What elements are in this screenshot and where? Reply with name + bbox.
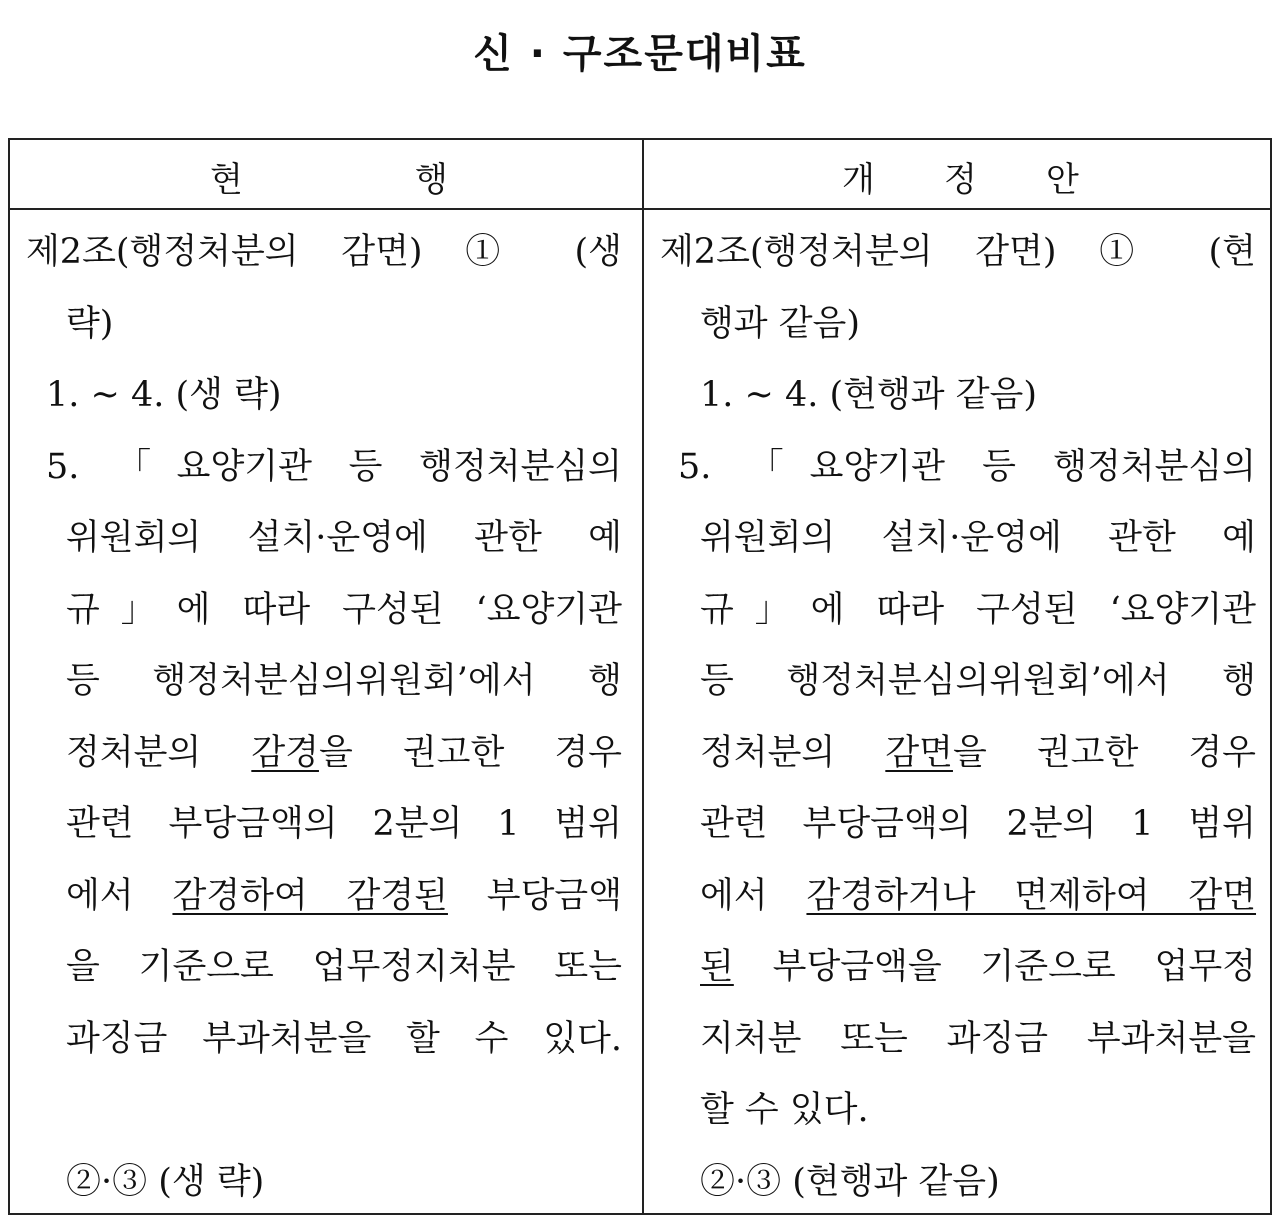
header-current-char-2: 행 <box>415 160 448 200</box>
proposed-amendment-2: 감경하거나 면제하여 감면 <box>806 876 1257 916</box>
proposed-line-10: 에서 감경하거나 면제하여 감면 <box>700 876 1257 916</box>
current-amendment-2: 감경하여 감경된 <box>172 876 448 916</box>
header-current-char-1: 현 <box>210 160 243 200</box>
current-line-6: 규」에 따라 구성된 ‘요양기관 <box>66 590 622 630</box>
current-line-9: 관련 부당금액의 2분의 1 범위 <box>66 804 622 844</box>
header-proposed-char-3: 안 <box>1046 160 1079 200</box>
proposed-line-12: 지처분 또는 과징금 부과처분을 <box>700 1019 1256 1059</box>
proposed-line-3: 1. ~ 4. (현행과 같음) <box>700 375 1037 415</box>
current-text <box>10 210 642 1210</box>
proposed-line-1: 제2조(행정처분의 감면) ① (현 <box>660 232 1256 272</box>
proposed-line-6: 규」에 따라 구성된 ‘요양기관 <box>700 590 1256 630</box>
current-line-12: 과징금 부과처분을 할 수 있다. <box>66 1019 622 1059</box>
proposed-line-7: 등 행정처분심의위원회’에서 행 <box>700 661 1256 701</box>
proposed-text <box>644 210 1276 1210</box>
current-line-1: 제2조(행정처분의 감면) ① (생 <box>26 232 622 272</box>
proposed-line-13: 할 수 있다. <box>700 1090 869 1130</box>
proposed-line-9: 관련 부당금액의 2분의 1 범위 <box>700 804 1256 844</box>
proposed-line-14: ②·③ (현행과 같음) <box>700 1162 1000 1202</box>
proposed-amendment-1: 감면 <box>885 733 953 773</box>
current-line-3: 1. ~ 4. (생 략) <box>46 375 282 415</box>
document-title: 신 · 구조문대비표 <box>473 31 807 77</box>
header-proposed-char-2: 정 <box>944 160 977 200</box>
proposed-line-4: 5. 「요양기관 등 행정처분심의 <box>678 447 1256 487</box>
current-line-8: 정처분의 감경을 권고한 경우 <box>66 733 622 773</box>
proposed-line-8: 정처분의 감면을 권고한 경우 <box>700 733 1256 773</box>
header-proposed <box>644 140 1276 208</box>
current-line-4: 5. 「요양기관 등 행정처분심의 <box>46 447 622 487</box>
current-line-5: 위원회의 설치·운영에 관한 예 <box>66 518 622 558</box>
current-amendment-1: 감경 <box>251 733 319 773</box>
proposed-amendment-2-cont: 된 <box>700 947 734 987</box>
header-current <box>10 140 642 208</box>
proposed-line-11: 된 부당금액을 기준으로 업무정 <box>700 947 1256 987</box>
comparison-table <box>8 138 1272 1215</box>
proposed-line-2: 행과 같음) <box>700 304 861 344</box>
current-line-2: 략) <box>66 304 114 344</box>
proposed-line-5: 위원회의 설치·운영에 관한 예 <box>700 518 1256 558</box>
header-proposed-char-1: 개 <box>842 160 875 200</box>
current-line-10: 에서 감경하여 감경된 부당금액 <box>66 876 623 916</box>
current-line-13: ②·③ (생 략) <box>66 1162 265 1202</box>
current-line-11: 을 기준으로 업무정지처분 또는 <box>66 947 622 987</box>
current-line-7: 등 행정처분심의위원회’에서 행 <box>66 661 622 701</box>
